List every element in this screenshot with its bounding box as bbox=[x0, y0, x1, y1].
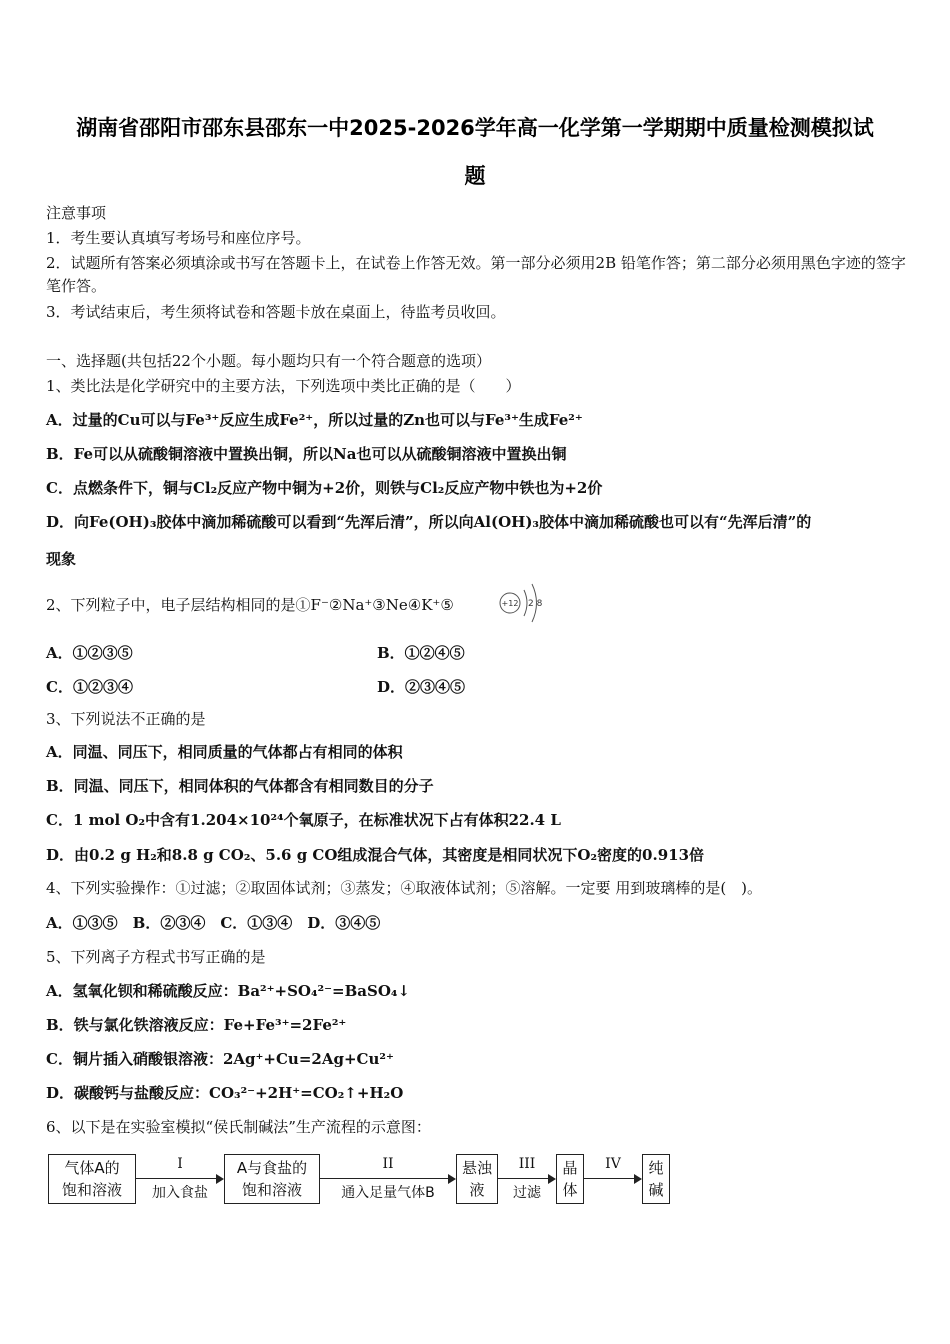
q4-stem: 4、下列实验操作：①过滤；②取固体试剂；③蒸发；④取液体试剂；⑤溶解。一定要 用到玻璃棒的是( )。 bbox=[46, 879, 763, 897]
arrow-step-number: I bbox=[177, 1156, 183, 1172]
flow-arrow-4 bbox=[584, 1154, 642, 1204]
flow-box-text: 饱和溶液 bbox=[61, 1181, 122, 1199]
q1-option-c: C．点燃条件下，铜与Cl₂反应产物中铜为+2价，则铁与Cl₂反应产物中铁也为+2价 bbox=[46, 479, 603, 497]
diagram-shells: 2 8 bbox=[528, 599, 543, 609]
q3-option-a: A．同温、同压下，相同质量的气体都占有相同的体积 bbox=[46, 743, 403, 761]
q3-option-c: C．1 mol O₂中含有1.204×10²⁴个氧原子，在标准状况下占有体积22.4 L bbox=[46, 811, 561, 829]
q3-option-b: B．同温、同压下，相同体积的气体都含有相同数目的分子 bbox=[46, 777, 434, 795]
arrow-step-label: 加入食盐 bbox=[152, 1185, 208, 1201]
flow-box-text: 纯 bbox=[648, 1159, 664, 1177]
arrow-step-label: 过滤 bbox=[513, 1185, 541, 1201]
q1-option-a: A．过量的Cu可以与Fe³⁺反应生成Fe²⁺，所以过量的Zn也可以与Fe³⁺生成Fe²⁺ bbox=[46, 411, 583, 429]
arrow-step-label: 通入足量气体B bbox=[341, 1185, 435, 1201]
q2-stem: 2、下列粒子中，电子层结构相同的是①F⁻②Na⁺③Ne④K⁺⑤ bbox=[46, 596, 454, 614]
q3-stem: 3、下列说法不正确的是 bbox=[46, 710, 206, 728]
notice-item-3: 3．考试结束后，考生须将试卷和答题卡放在桌面上，待监考员收回。 bbox=[46, 303, 506, 321]
q1-option-d: D．向Fe(OH)₃胶体中滴加稀硫酸可以看到“先浑后清”，所以向Al(OH)₃胶体中滴加稀硫酸也可以有“先浑后清”的 bbox=[46, 513, 812, 531]
flow-box-text: 碱 bbox=[648, 1181, 664, 1199]
flow-box-text: 体 bbox=[562, 1181, 578, 1199]
flow-arrow-1 bbox=[136, 1154, 224, 1204]
flow-box-text: 气体A的 bbox=[64, 1159, 120, 1177]
arrow-head-icon bbox=[634, 1174, 642, 1184]
q1-option-b: B．Fe可以从硫酸铜溶液中置换出铜，所以Na也可以从硫酸铜溶液中置换出铜 bbox=[46, 445, 567, 463]
flow-box-text: 液 bbox=[469, 1181, 485, 1199]
q5-stem: 5、下列离子方程式书写正确的是 bbox=[46, 948, 266, 966]
q3-option-d: D．由0.2 g H₂和8.8 g CO₂、5.6 g CO组成混合气体，其密度是相同状况下O₂密度的0.913倍 bbox=[46, 846, 705, 864]
q5-option-c: C．铜片插入硝酸银溶液：2Ag⁺+Cu=2Ag+Cu²⁺ bbox=[46, 1050, 394, 1068]
q2-option-a: A．①②③⑤ bbox=[46, 644, 133, 662]
q5-option-d: D．碳酸钙与盐酸反应：CO₃²⁻+2H⁺=CO₂↑+H₂O bbox=[46, 1084, 404, 1102]
flow-box-text: 晶 bbox=[562, 1159, 578, 1177]
q5-option-b: B．铁与氯化铁溶液反应：Fe+Fe³⁺=2Fe²⁺ bbox=[46, 1016, 347, 1034]
q4-options: A．①③⑤ B．②③④ C．①③④ D．③④⑤ bbox=[46, 914, 381, 932]
diagram-nucleus: +12 bbox=[501, 599, 519, 608]
process-flow-diagram bbox=[48, 1154, 670, 1206]
flow-box-text: 悬浊 bbox=[461, 1159, 492, 1177]
flow-box-text: A与食盐的 bbox=[236, 1159, 308, 1177]
arrow-step-number: III bbox=[518, 1156, 536, 1172]
notice-item-2: 2．试题所有答案必须填涂或书写在答题卡上，在试卷上作答无效。第一部分必须用2B 铅笔作答；第二部分必须用黑色字迹的签字笔作答。 bbox=[46, 254, 906, 295]
q2-option-c: C．①②③④ bbox=[46, 678, 133, 696]
flow-box-a-salt bbox=[224, 1154, 320, 1204]
q2-option-d: D．②③④⑤ bbox=[377, 678, 466, 696]
arrow-step-number: II bbox=[382, 1156, 394, 1172]
q2-option-b: B．①②④⑤ bbox=[377, 644, 465, 662]
page-title-line-1: 湖南省邵阳市邵东县邵东一中2025-2026学年高一化学第一学期期中质量检测模拟试 bbox=[76, 116, 874, 140]
flow-box-crystal bbox=[556, 1154, 584, 1204]
q5-option-a: A．氢氧化钡和稀硫酸反应：Ba²⁺+SO₄²⁻=BaSO₄↓ bbox=[46, 982, 411, 1000]
q6-stem: 6、以下是在实验室模拟“侯氏制碱法”生产流程的示意图： bbox=[46, 1118, 431, 1136]
flow-arrow-3 bbox=[498, 1154, 556, 1204]
notice-heading: 注意事项 bbox=[46, 204, 107, 222]
q1-option-d-cont: 现象 bbox=[46, 550, 77, 568]
notice-item-1: 1．考生要认真填写考场号和座位序号。 bbox=[46, 229, 311, 247]
atom-structure-diagram bbox=[496, 580, 548, 626]
flow-box-soda bbox=[642, 1154, 670, 1204]
flow-arrow-2 bbox=[320, 1154, 456, 1204]
page-title-line-2: 题 bbox=[464, 164, 486, 188]
flow-box-suspension bbox=[456, 1154, 498, 1204]
flow-box-text: 饱和溶液 bbox=[241, 1181, 302, 1199]
section-heading: 一、选择题(共包括22个小题。每小题均只有一个符合题意的选项） bbox=[46, 352, 491, 370]
flow-box-gas-a bbox=[48, 1154, 136, 1204]
q1-stem: 1、类比法是化学研究中的主要方法，下列选项中类比正确的是（ ） bbox=[46, 377, 521, 395]
arrow-step-number: IV bbox=[605, 1156, 621, 1172]
